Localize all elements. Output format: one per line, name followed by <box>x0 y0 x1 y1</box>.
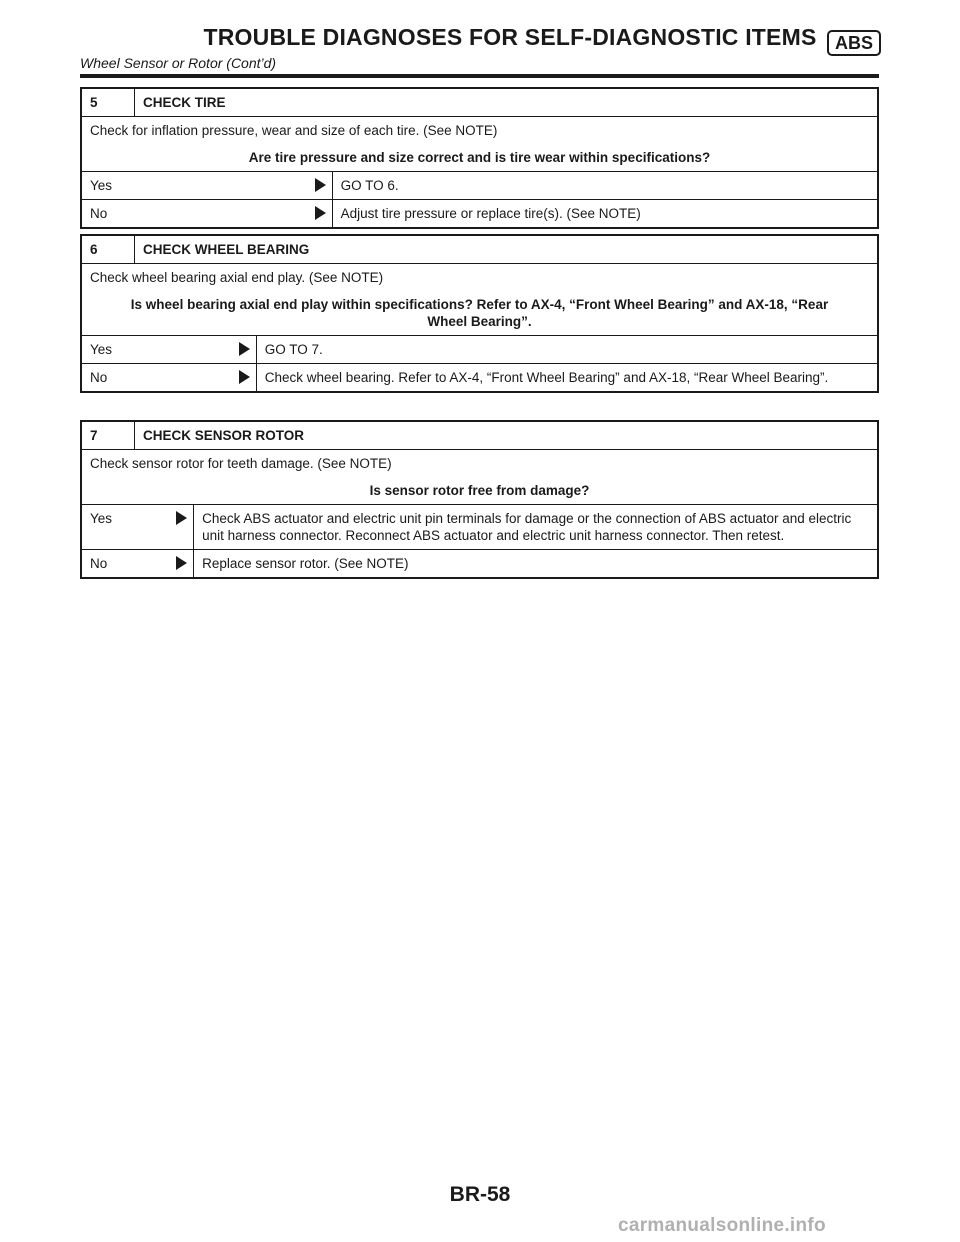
arrow-right-icon <box>176 556 187 570</box>
answer-label: Yes <box>90 511 113 526</box>
section-badge: ABS <box>827 30 881 56</box>
arrow-right-icon <box>315 178 326 192</box>
page-number: BR-58 <box>449 1183 511 1206</box>
arrow-right-icon <box>239 370 250 384</box>
answer-no <box>81 200 332 229</box>
step-title: CHECK WHEEL BEARING <box>135 235 879 264</box>
answer-result: Check ABS actuator and electric unit pin terminals for damage or the connection of ABS actuator and electric unit harness connector. Reconnect ABS actuator and electric unit harness connector. Then retest. <box>194 505 878 550</box>
step-title: CHECK SENSOR ROTOR <box>135 421 879 450</box>
step-instruction: Check sensor rotor for teeth damage. (See NOTE) <box>90 456 392 471</box>
answer-result: Replace sensor rotor. (See NOTE) <box>194 550 878 579</box>
step-number: 5 <box>81 88 135 117</box>
answer-yes <box>81 505 194 550</box>
answer-no <box>81 364 256 393</box>
answer-label: No <box>90 370 108 385</box>
step-question: Are tire pressure and size correct and is tire wear within specifications? <box>248 150 711 165</box>
header-rule <box>80 74 879 78</box>
step-body <box>81 264 878 336</box>
answer-label: No <box>90 206 108 221</box>
step-body <box>81 117 878 172</box>
step-instruction: Check wheel bearing axial end play. (See NOTE) <box>90 270 384 285</box>
step-number: 6 <box>81 235 135 264</box>
step-body <box>81 450 878 505</box>
arrow-right-icon <box>315 206 326 220</box>
step-question: Is wheel bearing axial end play within specifications? Refer to AX-4, “Front Wheel Bearing” and AX-18, “Rear Wheel Bearing”. <box>130 297 829 329</box>
answer-result: GO TO 6. <box>332 172 878 200</box>
answer-yes <box>81 172 332 200</box>
arrow-right-icon <box>239 342 250 356</box>
answer-result: Adjust tire pressure or replace tire(s). (See NOTE) <box>332 200 878 229</box>
step-title: CHECK TIRE <box>135 88 879 117</box>
answer-label: Yes <box>90 342 113 357</box>
answer-no <box>81 550 194 579</box>
arrow-right-icon <box>176 511 187 525</box>
answer-result: GO TO 7. <box>256 336 878 364</box>
step-5-table <box>80 87 879 229</box>
step-instruction: Check for inflation pressure, wear and size of each tire. (See NOTE) <box>90 123 498 138</box>
answer-label: Yes <box>90 178 113 193</box>
answer-result: Check wheel bearing. Refer to AX-4, “Front Wheel Bearing” and AX-18, “Rear Wheel Bearing”. <box>256 364 878 393</box>
step-7-table <box>80 420 879 579</box>
step-question: Is sensor rotor free from damage? <box>369 483 590 498</box>
answer-label: No <box>90 556 108 571</box>
watermark: carmanualsonline.info <box>618 1215 826 1236</box>
page-title: TROUBLE DIAGNOSES FOR SELF-DIAGNOSTIC ITEMS <box>203 24 817 50</box>
page-subtitle: Wheel Sensor or Rotor (Cont’d) <box>80 55 277 71</box>
answer-yes <box>81 336 256 364</box>
step-6-table <box>80 234 879 393</box>
step-number: 7 <box>81 421 135 450</box>
